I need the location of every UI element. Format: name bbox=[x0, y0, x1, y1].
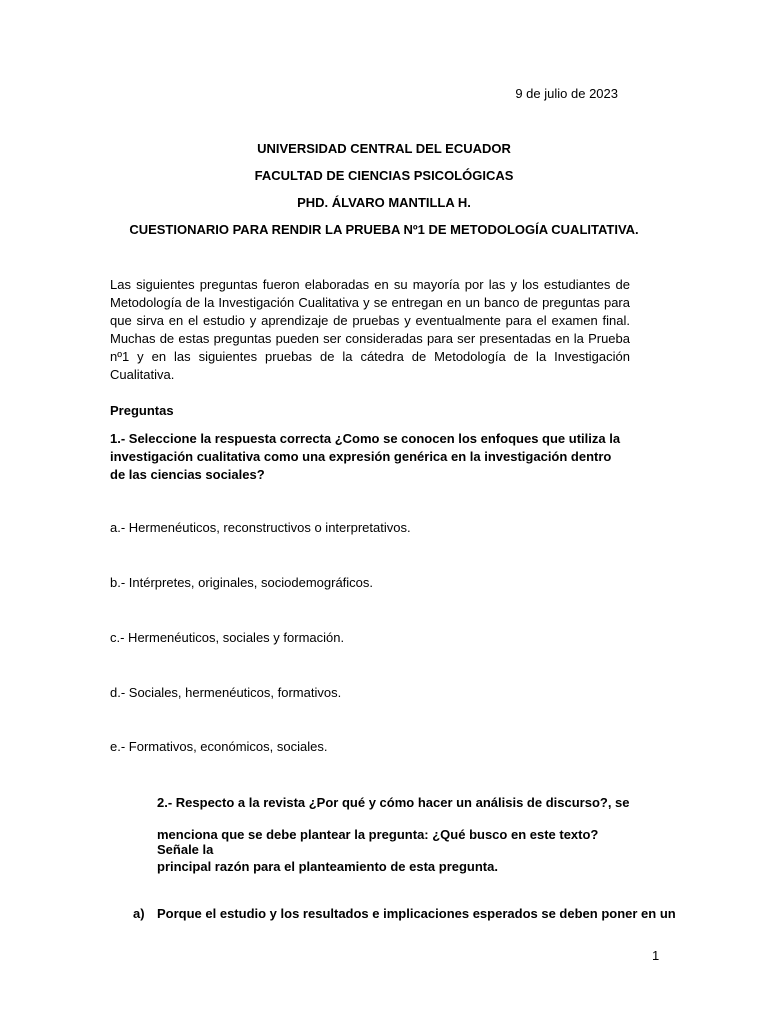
question-2-line: 2.- Respecto a la revista ¿Por qué y cómo hacer un análisis de discurso?, se bbox=[157, 795, 630, 810]
professor-heading: PHD. ÁLVARO MANTILLA H. bbox=[297, 195, 471, 210]
question-1-option-a: a.- Hermenéuticos, reconstructivos o interpretativos. bbox=[110, 520, 411, 535]
option-letter: a) bbox=[133, 906, 145, 921]
question-1-option-d: d.- Sociales, hermenéuticos, formativos. bbox=[110, 685, 342, 700]
intro-paragraph: Las siguientes preguntas fueron elaboradas en su mayoría por las y los estudiantes de Metodología de la Investigación Cualitativa y se entregan en un banco de preguntas para que sirva en el estudio y aprendizaje de pruebas y eventualmente para el examen final. Muchas de estas preguntas pueden ser consideradas para ser presentadas en la Prueba nº1 y en las siguientes pruebas de la cátedra de Metodología de la Investigación Cualitativa. bbox=[110, 277, 630, 382]
question-1-option-c: c.- Hermenéuticos, sociales y formación. bbox=[110, 630, 345, 645]
question-1-text: 1.- Seleccione la respuesta correcta ¿Como se conocen los enfoques que utiliza la investigación cualitativa como una expresión genérica en la investigación dentro de las ciencias sociales? bbox=[110, 431, 621, 482]
question-1-option-b: b.- Intérpretes, originales, sociodemográficos. bbox=[110, 575, 374, 590]
question-1-option-e: e.- Formativos, económicos, sociales. bbox=[110, 739, 328, 754]
question-2-line: principal razón para el planteamiento de esta pregunta. bbox=[157, 859, 498, 874]
question-2-line: menciona que se debe plantear la pregunta: ¿Qué busco en este texto? Señale la bbox=[157, 827, 599, 857]
page-number: 1 bbox=[652, 948, 660, 963]
faculty-heading: FACULTAD DE CIENCIAS PSICOLÓGICAS bbox=[254, 168, 514, 183]
document-title: CUESTIONARIO PARA RENDIR LA PRUEBA Nº1 DE METODOLOGÍA CUALITATIVA. bbox=[129, 222, 639, 237]
option-text: Porque el estudio y los resultados e implicaciones esperados se deben poner en un bbox=[157, 906, 676, 921]
question-2-text bbox=[157, 795, 637, 891]
questions-label: Preguntas bbox=[110, 403, 174, 418]
document-date: 9 de julio de 2023 bbox=[515, 86, 618, 101]
university-heading: UNIVERSIDAD CENTRAL DEL ECUADOR bbox=[257, 141, 511, 156]
